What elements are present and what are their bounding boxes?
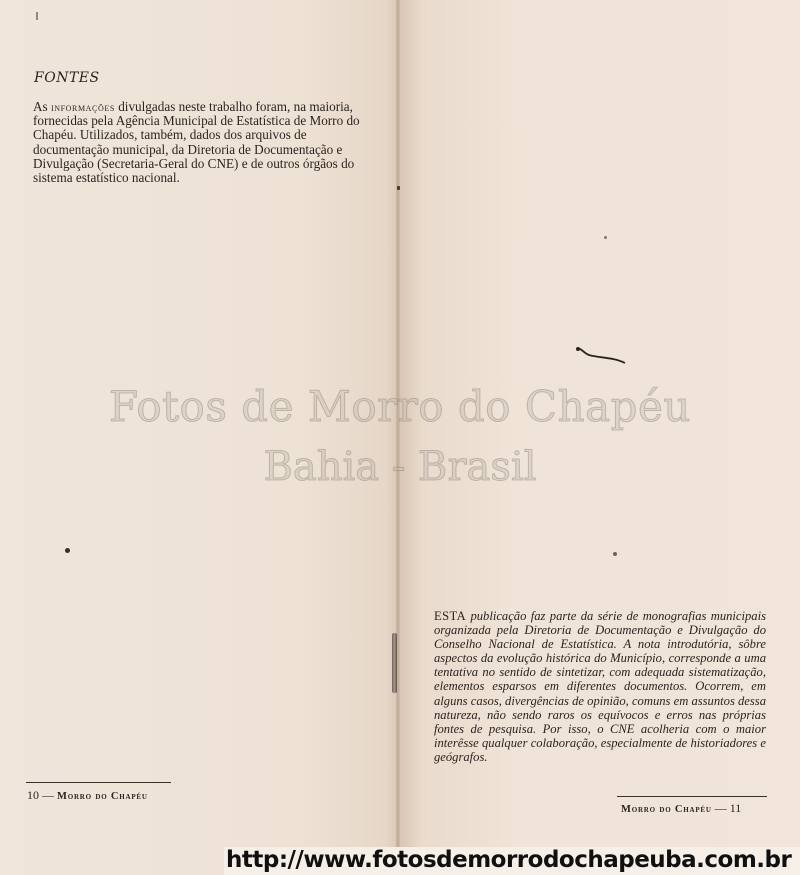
left-page-number: 10 bbox=[27, 788, 39, 802]
fontes-lead: As bbox=[33, 99, 48, 114]
publication-note-lead: ESTA bbox=[434, 609, 467, 623]
paper-speck bbox=[65, 548, 70, 553]
right-footer-rule bbox=[617, 796, 767, 797]
book-gutter bbox=[396, 0, 400, 875]
publication-note bbox=[434, 609, 766, 764]
watermark-line-1: Fotos de Morro do Chapéu bbox=[109, 382, 691, 431]
right-footer bbox=[621, 801, 741, 816]
fontes-paragraph bbox=[33, 100, 367, 185]
right-footer-separator: — bbox=[714, 801, 727, 815]
stitch-mark bbox=[397, 186, 400, 190]
left-footer-rule bbox=[26, 782, 171, 783]
paper-speck bbox=[604, 236, 607, 239]
left-footer-separator: — bbox=[42, 788, 54, 802]
left-footer-title: Morro do Chapéu bbox=[57, 791, 148, 802]
ornament-flourish bbox=[575, 345, 627, 365]
fontes-heading: FONTES bbox=[34, 70, 100, 86]
right-page-number: 11 bbox=[729, 801, 742, 815]
watermark-line-2: Bahia - Brasil bbox=[263, 444, 537, 490]
left-footer bbox=[27, 788, 148, 803]
paper-speck bbox=[613, 552, 617, 556]
fontes-body: divulgadas neste trabalho foram, na maioria, fornecidas pela Agência Municipal de Estatística de Morro do Chapéu. Utilizados, também, dados dos arquivos de documentação municipal, da Diretoria de Documentação e Divulgação (Secretaria-Geral do CNE) e de outros órgãos do sistema estatístico nacional. bbox=[33, 99, 360, 186]
publication-note-body: publicação faz parte da série de monografias municipais organizada pela Diretoria de Documentação e Divulgação do Conselho Nacional de Estatística. A nota introdutória, sôbre aspectos da evolução histórica do Município, corresponde a uma tentativa no sentido de sintetizar, com adequada sistematização, elementos esparsos em diferentes documentos. Ocorrem, em alguns casos, divergências de opinião, comuns em assuntos dessa natureza, não sendo raros os equívocos e erros nas próprias fontes de pesquisa. Por isso, o CNE acolheria com o maior interêsse qualquer colaboração, especialmente de historiadores e geógrafos. bbox=[434, 609, 767, 764]
right-footer-title: Morro do Chapéu bbox=[621, 804, 712, 815]
staple bbox=[392, 633, 397, 693]
fontes-small-caps: informações bbox=[50, 100, 115, 114]
paper-speck bbox=[36, 12, 38, 20]
site-url[interactable]: http://www.fotosdemorrodochapeuba.com.br bbox=[226, 847, 792, 873]
